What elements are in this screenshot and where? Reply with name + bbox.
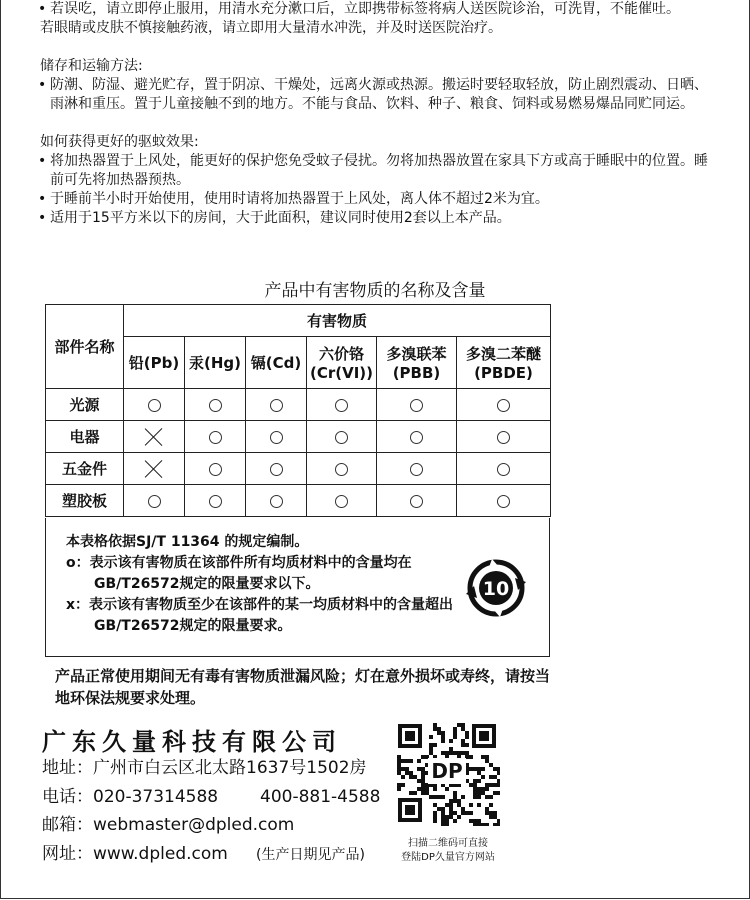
qr-module xyxy=(477,767,481,771)
table-row xyxy=(46,485,551,517)
qr-module xyxy=(409,775,413,779)
qr-module xyxy=(449,799,453,803)
qr-module xyxy=(473,823,477,826)
qr-module xyxy=(481,775,485,779)
hazard-table-title: 产品中有害物质的名称及含量 xyxy=(264,281,486,301)
substance-header: 汞(Hg) xyxy=(185,337,246,389)
qr-module xyxy=(493,783,497,787)
substance-mark-cell xyxy=(124,485,185,517)
qr-module xyxy=(493,767,497,771)
qr-module xyxy=(429,747,433,751)
qr-module xyxy=(485,823,489,826)
within-limit-mark xyxy=(335,463,348,476)
qr-module xyxy=(493,775,497,779)
bullet-dot: • xyxy=(38,210,47,226)
substance-mark-cell xyxy=(307,485,377,517)
qr-module xyxy=(421,787,425,791)
production-date-note: (生产日期见产品) xyxy=(256,847,365,863)
qr-module xyxy=(497,771,500,775)
qr-module xyxy=(469,811,473,815)
substance-mark-cell xyxy=(307,389,377,421)
within-limit-mark xyxy=(335,399,348,412)
bullet-dot: • xyxy=(38,153,47,169)
qr-module xyxy=(465,811,469,815)
qr-module xyxy=(481,767,485,771)
within-limit-mark xyxy=(148,399,161,412)
qr-module xyxy=(429,735,433,739)
qr-module xyxy=(473,819,477,823)
qr-module xyxy=(497,779,500,783)
substance-mark-cell xyxy=(377,453,457,485)
qr-module xyxy=(461,743,465,747)
qr-module xyxy=(453,727,457,731)
qr-module xyxy=(445,803,449,807)
qr-module xyxy=(421,783,425,787)
qr-module xyxy=(449,747,453,751)
qr-module xyxy=(465,731,469,735)
substance-mark-cell xyxy=(377,389,457,421)
within-limit-mark xyxy=(335,431,348,444)
qr-module xyxy=(461,739,465,743)
qr-module xyxy=(433,803,437,807)
within-limit-mark xyxy=(497,431,510,444)
instructions-text xyxy=(40,0,720,228)
qr-module xyxy=(409,759,413,763)
qr-module xyxy=(425,791,429,795)
qr-module xyxy=(441,811,445,815)
qr-module xyxy=(449,803,453,807)
qr-module xyxy=(453,795,457,799)
qr-module xyxy=(397,767,401,771)
qr-module xyxy=(489,763,493,767)
qr-module xyxy=(405,759,409,763)
qr-module xyxy=(469,755,473,759)
qr-module xyxy=(441,815,445,819)
qr-module xyxy=(421,771,425,775)
within-limit-mark xyxy=(148,495,161,508)
qr-module xyxy=(473,791,477,795)
substance-mark-cell xyxy=(185,453,246,485)
qr-module xyxy=(477,795,481,799)
qr-module xyxy=(485,755,489,759)
qr-module xyxy=(433,815,437,819)
qr-module xyxy=(453,819,457,823)
qr-module xyxy=(397,787,401,791)
company-website: 网址：www.dpled.com xyxy=(42,844,228,864)
storage-title: 储存和运输方法: xyxy=(40,58,143,74)
bullet-ingestion: • 若误吃，请立即停止服用，用清水充分漱口后，立即携带标签将病人送医院诊治，可洗胃，不能催吐。 xyxy=(38,1,680,17)
qr-module xyxy=(441,739,445,743)
qr-module xyxy=(441,807,445,811)
qr-module xyxy=(457,803,461,807)
qr-module xyxy=(465,751,469,755)
within-limit-mark xyxy=(270,431,283,444)
qr-module xyxy=(401,783,405,787)
table-row xyxy=(46,453,551,485)
qr-module xyxy=(489,803,493,807)
qr-module xyxy=(469,803,473,807)
qr-module xyxy=(489,775,493,779)
part-name-cell: 塑胶板 xyxy=(46,485,124,517)
epup-years-label: 10 xyxy=(482,578,510,600)
qr-module xyxy=(397,755,401,759)
substance-mark-cell xyxy=(457,421,551,453)
within-limit-mark xyxy=(410,431,423,444)
qr-module xyxy=(437,727,441,731)
qr-module xyxy=(465,743,469,747)
within-limit-mark xyxy=(335,495,348,508)
qr-module xyxy=(445,751,449,755)
company-phone: 电话：020-37314588 xyxy=(42,787,219,807)
within-limit-mark xyxy=(410,399,423,412)
qr-module xyxy=(453,811,457,815)
substance-mark-cell xyxy=(457,453,551,485)
qr-module xyxy=(409,791,413,795)
qr-module xyxy=(417,767,421,771)
qr-module xyxy=(453,735,457,739)
substance-mark-cell xyxy=(124,453,185,485)
substance-mark-cell xyxy=(377,421,457,453)
qr-module xyxy=(429,795,433,799)
qr-module xyxy=(473,767,477,771)
substance-header: 六价铬 (Cr(VI)) xyxy=(307,337,377,389)
company-hotline: 400-881-4588 xyxy=(260,787,381,807)
qr-module xyxy=(437,807,441,811)
within-limit-mark xyxy=(209,399,222,412)
qr-module xyxy=(413,791,417,795)
within-limit-mark xyxy=(270,399,283,412)
qr-module xyxy=(461,751,465,755)
within-limit-mark xyxy=(209,431,222,444)
qr-module xyxy=(453,731,457,735)
substance-header: 多溴联苯 (PBB) xyxy=(377,337,457,389)
qr-module xyxy=(401,767,405,771)
qr-module xyxy=(437,795,441,799)
exceeds-limit-mark xyxy=(145,428,163,446)
qr-module xyxy=(497,819,500,823)
qr-module xyxy=(477,787,481,791)
qr-module xyxy=(485,787,489,791)
within-limit-mark xyxy=(410,495,423,508)
qr-module xyxy=(477,823,481,826)
qr-module xyxy=(457,799,461,803)
qr-module xyxy=(421,775,425,779)
qr-module xyxy=(457,723,461,727)
qr-module xyxy=(449,739,453,743)
substance-mark-cell xyxy=(246,421,307,453)
environment-warning: 产品正常使用期间无有毒有害物质泄漏风险；灯在意外损坏或寿终，请按当地环保法规要求处理。 xyxy=(55,667,551,707)
hazard-group-header: 有害物质 xyxy=(124,305,551,337)
qr-module xyxy=(477,779,481,783)
qr-module xyxy=(481,823,485,826)
substance-mark-cell xyxy=(246,485,307,517)
qr-module xyxy=(497,823,500,826)
within-limit-mark xyxy=(209,463,222,476)
substance-header: 镉(Cd) xyxy=(246,337,307,389)
substance-mark-cell xyxy=(246,389,307,421)
qr-module xyxy=(433,787,437,791)
table-row xyxy=(46,389,551,421)
substance-mark-cell xyxy=(185,389,246,421)
qr-module xyxy=(477,791,481,795)
qr-module xyxy=(453,751,457,755)
part-name-cell: 电器 xyxy=(46,421,124,453)
qr-module xyxy=(485,811,489,815)
qr-module xyxy=(485,783,489,787)
qr-module xyxy=(481,755,485,759)
o-note: o：表示该有害物质在该部件所有均质材料中的含量均在GB/T26572规定的限量要求以下。 xyxy=(66,555,412,592)
substance-mark-cell xyxy=(307,453,377,485)
substance-header: 多溴二苯醚 (PBDE) xyxy=(457,337,551,389)
within-limit-mark xyxy=(497,495,510,508)
company-email: 邮箱：webmaster@dpled.com xyxy=(42,815,295,835)
within-limit-mark xyxy=(270,495,283,508)
bullet-effect-3: • 适用于15平方米以下的房间，大于此面积，建议同时使用2套以上本产品。 xyxy=(38,210,511,226)
qr-module xyxy=(485,807,489,811)
qr-module xyxy=(441,823,445,826)
qr-module xyxy=(445,823,449,826)
qr-module xyxy=(433,743,437,747)
company-name: 广东久量科技有限公司 xyxy=(42,728,342,756)
qr-module xyxy=(485,759,489,763)
within-limit-mark xyxy=(270,463,283,476)
x-note: x：表示该有害物质至少在该部件的某一均质材料中的含量超出GB/T26572规定的限量要求。 xyxy=(66,597,454,634)
qr-module xyxy=(433,795,437,799)
qr-caption: 扫描二维码可直接 登陆DP久量官方网站 xyxy=(401,838,495,863)
qr-module xyxy=(453,799,457,803)
qr-module xyxy=(421,791,425,795)
qr-module xyxy=(433,811,437,815)
qr-module xyxy=(461,795,465,799)
qr-module xyxy=(417,759,421,763)
qr-module xyxy=(441,795,445,799)
qr-module xyxy=(469,767,473,771)
substance-mark-cell xyxy=(246,453,307,485)
qr-module xyxy=(417,779,421,783)
bullet-effect-2: • 于睡前半小时开始使用，使用时请将加热器置于上风处，离人体不超过2米为宜。 xyxy=(38,191,549,207)
substance-mark-cell xyxy=(457,485,551,517)
substance-mark-cell xyxy=(457,389,551,421)
qr-module xyxy=(417,787,421,791)
hazard-notes xyxy=(45,518,550,657)
part-name-cell: 光源 xyxy=(46,389,124,421)
qr-module xyxy=(441,731,445,735)
qr-module xyxy=(405,771,409,775)
qr-module xyxy=(489,783,493,787)
substance-mark-cell xyxy=(124,421,185,453)
hazard-table xyxy=(45,304,551,517)
qr-module xyxy=(437,731,441,735)
qr-module xyxy=(449,807,453,811)
qr-module xyxy=(445,819,449,823)
qr-code-icon xyxy=(394,720,500,826)
basis-note: 本表格依据SJ/T 11364 的规定编制。 xyxy=(66,534,309,550)
qr-module xyxy=(469,783,473,787)
qr-logo-label: DP xyxy=(431,759,463,783)
qr-module xyxy=(413,775,417,779)
epup-10-years-icon xyxy=(464,556,528,620)
substance-mark-cell xyxy=(307,421,377,453)
qr-module xyxy=(493,823,497,826)
qr-module xyxy=(461,727,465,731)
qr-module xyxy=(429,751,433,755)
substance-mark-cell xyxy=(124,389,185,421)
qr-module xyxy=(409,771,413,775)
eye-contact-text: 若眼睛或皮肤不慎接触药液，请立即用大量清水冲洗，并及时送医院治疗。 xyxy=(40,20,502,36)
qr-module xyxy=(461,811,465,815)
part-name-header: 部件名称 xyxy=(46,305,124,389)
bullet-effect-1: • 将加热器置于上风处，能更好的保护您免受蚊子侵扰。勿将加热器放置在家具下方或高于睡眠中的位置。睡前可先将加热器预热。 xyxy=(38,153,708,188)
qr-module xyxy=(465,735,469,739)
within-limit-mark xyxy=(497,463,510,476)
qr-module xyxy=(453,791,457,795)
qr-module xyxy=(421,755,425,759)
qr-module xyxy=(397,763,401,767)
qr-module xyxy=(493,791,497,795)
qr-module xyxy=(397,783,401,787)
substance-mark-cell xyxy=(185,485,246,517)
substance-mark-cell xyxy=(377,485,457,517)
qr-module xyxy=(493,815,497,819)
within-limit-mark xyxy=(410,463,423,476)
qr-module xyxy=(489,815,493,819)
effect-title: 如何获得更好的驱蚊效果: xyxy=(40,134,199,150)
substance-mark-cell xyxy=(185,421,246,453)
qr-module xyxy=(481,791,485,795)
qr-module xyxy=(497,791,500,795)
qr-module xyxy=(485,795,489,799)
within-limit-mark xyxy=(497,399,510,412)
qr-module xyxy=(441,751,445,755)
qr-module xyxy=(497,767,500,771)
qr-module xyxy=(433,819,437,823)
qr-module xyxy=(445,815,449,819)
bullet-dot: • xyxy=(38,1,47,17)
part-name-cell: 五金件 xyxy=(46,453,124,485)
exceeds-limit-mark xyxy=(145,460,163,478)
qr-module xyxy=(449,811,453,815)
qr-module xyxy=(469,819,473,823)
company-address: 地址：广州市白云区北太路1637号1502房 xyxy=(42,758,367,778)
qr-module xyxy=(457,751,461,755)
qr-module xyxy=(433,727,437,731)
table-row xyxy=(46,421,551,453)
qr-module xyxy=(401,759,405,763)
within-limit-mark xyxy=(209,495,222,508)
qr-module xyxy=(441,735,445,739)
qr-module xyxy=(397,759,401,763)
bullet-dot: • xyxy=(38,77,47,93)
qr-module xyxy=(473,795,477,799)
qr-module xyxy=(477,803,481,807)
qr-module xyxy=(493,811,497,815)
qr-module xyxy=(401,775,405,779)
qr-module xyxy=(489,795,493,799)
qr-module xyxy=(477,771,481,775)
qr-module xyxy=(473,787,477,791)
qr-module xyxy=(457,815,461,819)
qr-module xyxy=(497,783,500,787)
qr-module xyxy=(477,819,481,823)
qr-module xyxy=(433,723,437,727)
qr-module xyxy=(449,751,453,755)
qr-module xyxy=(461,723,465,727)
qr-module xyxy=(441,819,445,823)
qr-module xyxy=(473,779,477,783)
qr-module xyxy=(461,807,465,811)
qr-module xyxy=(397,771,401,775)
qr-module xyxy=(421,779,425,783)
qr-module xyxy=(425,787,429,791)
qr-module xyxy=(481,787,485,791)
qr-module xyxy=(473,783,477,787)
qr-module xyxy=(421,767,425,771)
qr-module xyxy=(405,767,409,771)
bullet-storage: • 防潮、防湿、避光贮存，置于阴凉、干燥处，远离火源或热源。搬运时要轻取轻放，防止剧烈震动、日晒、雨淋和重压。置于儿童接触不到的地方。不能与食品、饮料、种子、粮食、饲料或易燃易爆品同贮同运。 xyxy=(38,77,708,112)
qr-module xyxy=(449,815,453,819)
substance-header: 铅(Pb) xyxy=(124,337,185,389)
bullet-dot: • xyxy=(38,191,47,207)
qr-module xyxy=(445,787,449,791)
qr-module xyxy=(429,743,433,747)
qr-module xyxy=(489,811,493,815)
